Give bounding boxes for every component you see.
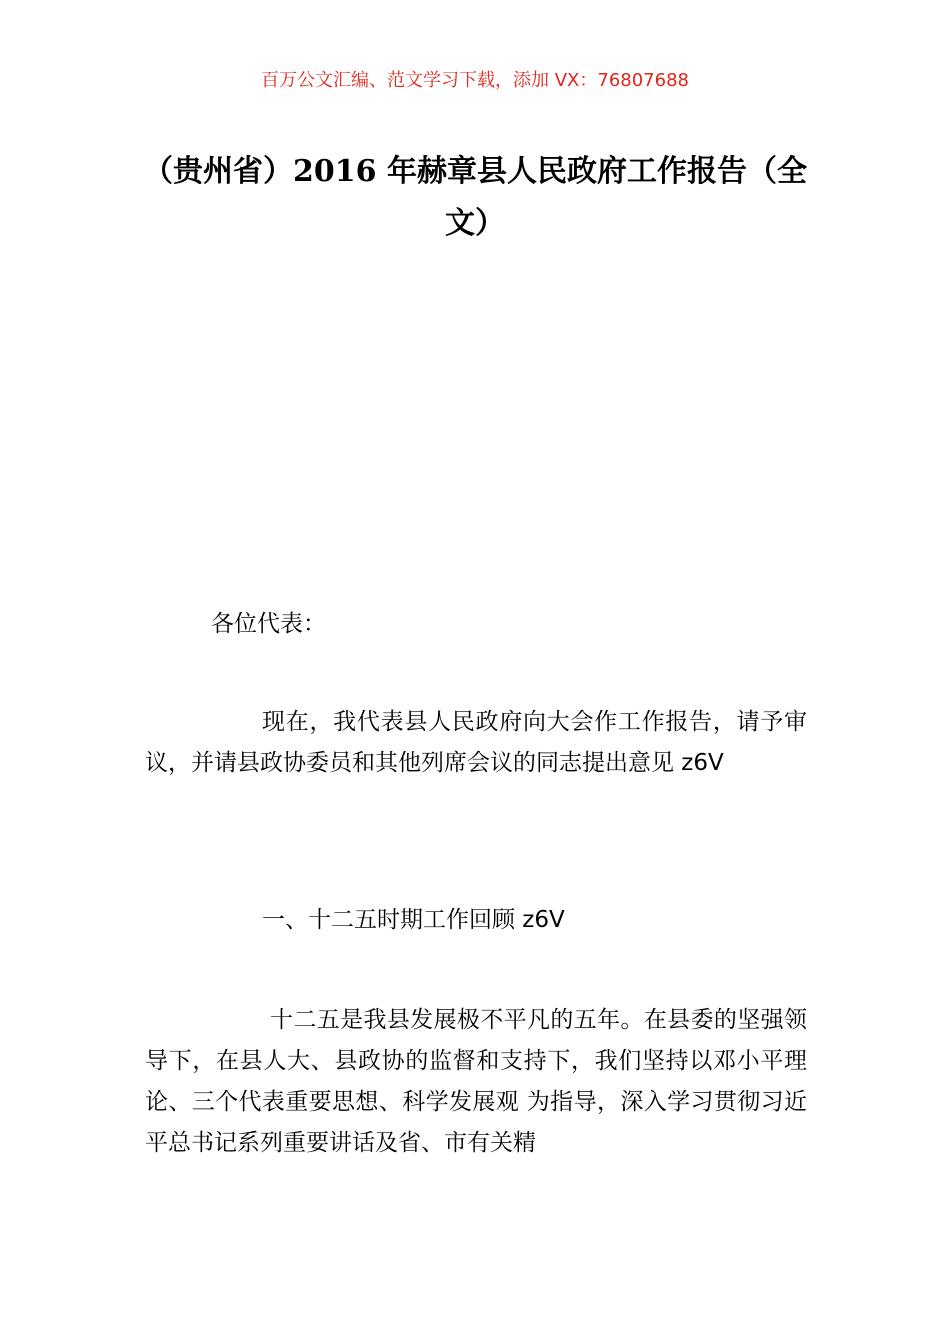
salutation: 各位代表： [211, 611, 326, 637]
body-paragraph-1: 现在，我代表县人民政府向大会作工作报告，请予审议，并请县政协委员和其他列席会议的同志提出意见 z6V [145, 709, 807, 776]
document-title: （贵州省）2016 年赫章县人民政府工作报告（全文） [143, 154, 807, 241]
header-watermark-note: 百万公文汇编、范文学习下载，添加 VX：76807688 [261, 70, 689, 91]
body-paragraph-2: 十二五是我县发展极不平凡的五年。在县委的坚强领导下，在县人大、县政协的监督和支持下，我们坚持以邓小平理论、三个代表重要思想、科学发展观 为指导，深入学习贯彻习近平总书记系列重要讲话及省、市有关精 [145, 1007, 807, 1156]
section-heading-1: 一、十二五时期工作回顾 z6V [262, 907, 565, 933]
